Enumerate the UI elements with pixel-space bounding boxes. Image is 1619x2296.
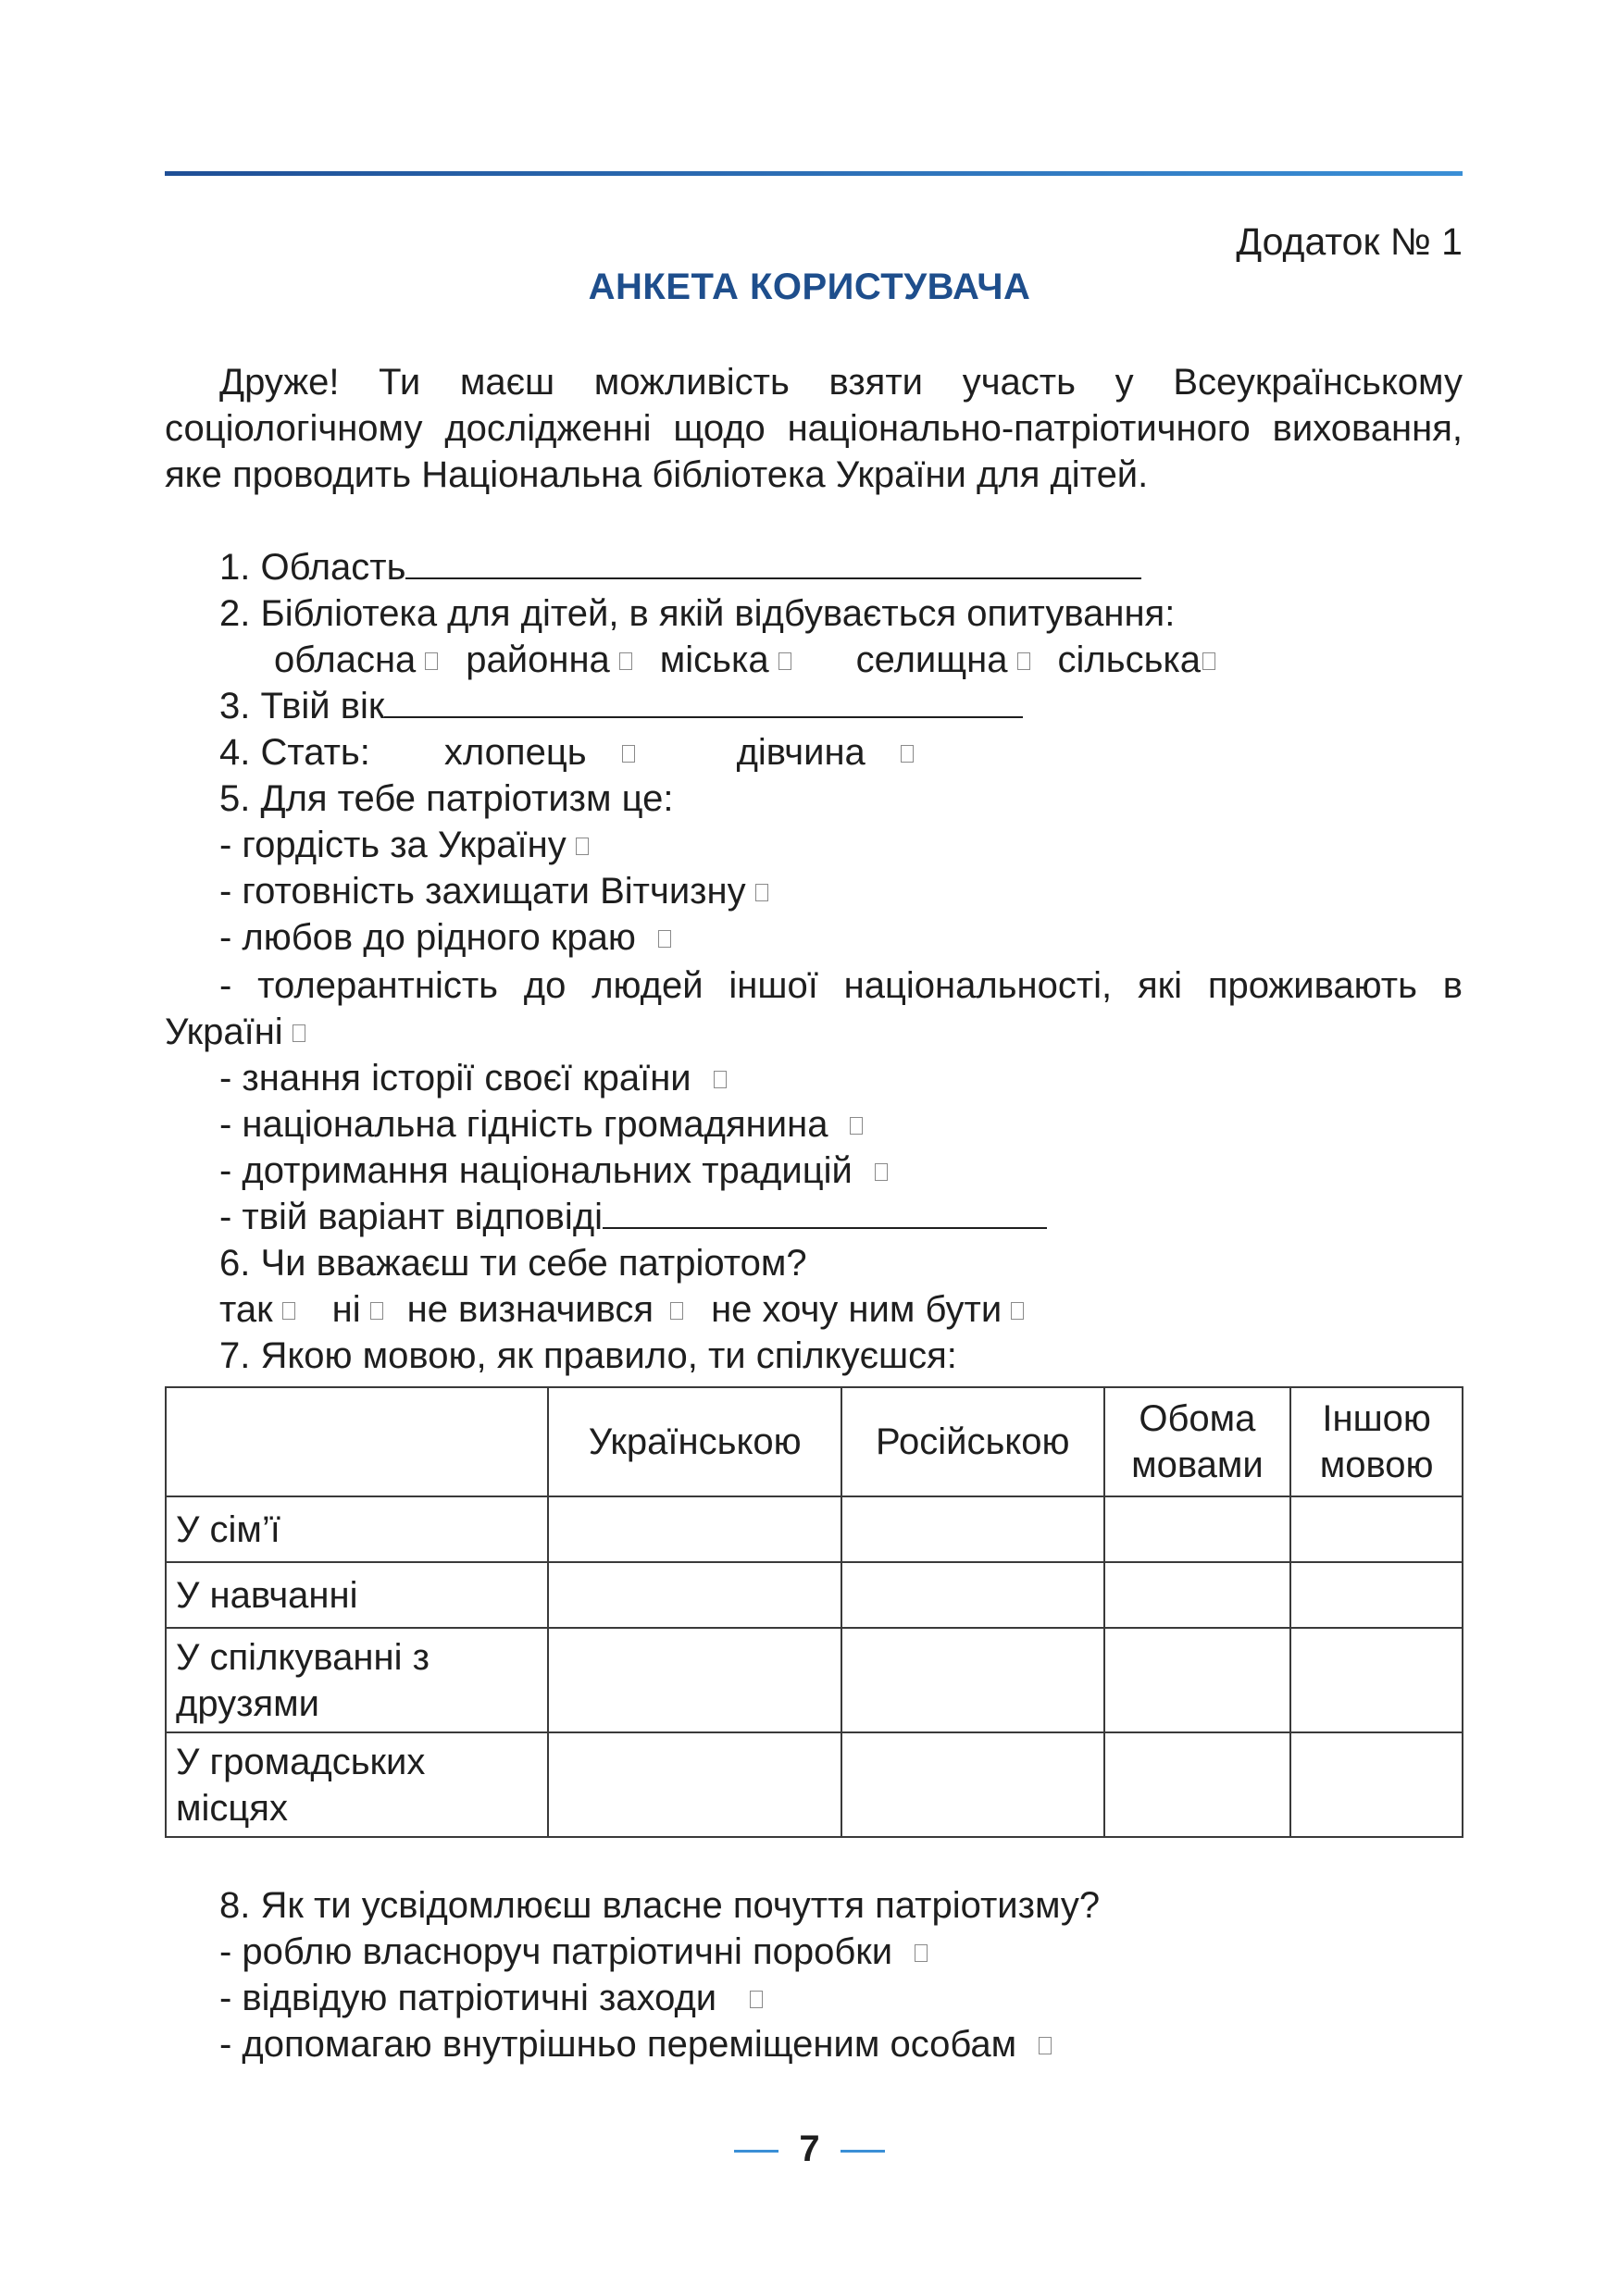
checkbox[interactable]	[293, 1024, 305, 1042]
row-header: У навчанні	[166, 1562, 548, 1628]
checkbox[interactable]	[875, 1163, 888, 1181]
own-answer-input[interactable]	[603, 1194, 1047, 1229]
page-number-dash	[734, 2150, 778, 2153]
option-selyshchna[interactable]: селищна	[856, 639, 1030, 680]
table-corner-cell	[166, 1387, 548, 1496]
q5-option[interactable]: - готовність захищати Вітчизну	[219, 868, 768, 914]
table-row	[166, 1562, 1463, 1628]
question-2-label: 2. Бібліотека для дітей, в якій відбувається опитування:	[219, 593, 1176, 634]
answer-cell[interactable]	[548, 1628, 841, 1732]
question-6-options	[219, 1286, 1024, 1333]
page-title: АНКЕТА КОРИСТУВАЧА	[588, 267, 1031, 307]
answer-cell[interactable]	[1104, 1628, 1291, 1732]
q8-option[interactable]: - роблю власноруч патріотичні поробки	[219, 1929, 928, 1975]
checkbox[interactable]	[658, 930, 671, 948]
region-input[interactable]	[405, 544, 1141, 579]
header-rule	[165, 171, 1463, 176]
question-6-label: 6. Чи вважаєш ти себе патріотом?	[219, 1243, 807, 1284]
question-7-label: 7. Якою мовою, як правило, ти спілкуєшся:	[219, 1335, 957, 1376]
checkbox[interactable]	[1017, 652, 1030, 670]
answer-cell[interactable]	[548, 1496, 841, 1562]
intro-paragraph: Друже! Ти маєш можливість взяти участь у Всеукраїнському соціологічному дослідженні щодо національно-патріотичного виховання, яке проводить Національна бібліотека України для дітей.	[165, 362, 1463, 495]
option-raionna[interactable]: районна	[466, 639, 632, 680]
row-header: У сім’ї	[166, 1496, 548, 1562]
page-number: 7	[799, 2128, 820, 2169]
checkbox[interactable]	[576, 838, 589, 855]
checkbox[interactable]	[901, 745, 914, 763]
table-row	[166, 1732, 1463, 1837]
option-boy[interactable]: хлопець	[444, 732, 635, 773]
answer-cell[interactable]	[1290, 1562, 1463, 1628]
column-header: Російською	[841, 1387, 1104, 1496]
q8-option[interactable]: - допомагаю внутрішньо переміщеним особам	[219, 2021, 1052, 2067]
question-5-label: 5. Для тебе патріотизм це:	[219, 778, 674, 819]
option-girl[interactable]: дівчина	[737, 732, 914, 773]
question-3-label: 3. Твій вік	[219, 686, 385, 726]
checkbox[interactable]	[370, 1302, 383, 1320]
appendix-label: Додаток № 1	[1236, 220, 1463, 263]
q8-option[interactable]: - відвідую патріотичні заходи	[219, 1975, 763, 2021]
checkbox[interactable]	[425, 652, 438, 670]
checkbox[interactable]	[1202, 652, 1215, 670]
checkbox[interactable]	[619, 652, 632, 670]
page-number-dash	[841, 2150, 885, 2153]
row-header: У спілкуванні з друзями	[166, 1628, 548, 1732]
question-8-label: 8. Як ти усвідомлюєш власне почуття патріотизму?	[219, 1885, 1101, 1926]
checkbox[interactable]	[750, 1991, 763, 2008]
answer-cell[interactable]	[841, 1496, 1104, 1562]
language-table	[165, 1386, 1463, 1838]
checkbox[interactable]	[850, 1117, 863, 1135]
checkbox[interactable]	[1011, 1302, 1024, 1320]
row-header: У громадських місцях	[166, 1732, 548, 1837]
q5-option[interactable]: - знання історії своєї країни	[219, 1055, 727, 1101]
answer-cell[interactable]	[1104, 1562, 1291, 1628]
column-header: Українською	[548, 1387, 841, 1496]
option-undecided[interactable]: не визначився	[407, 1289, 683, 1330]
age-input[interactable]	[384, 683, 1023, 718]
question-1-label: 1. Область	[219, 547, 406, 588]
checkbox[interactable]	[282, 1302, 295, 1320]
q5-option[interactable]: - національна гідність громадянина	[219, 1101, 863, 1148]
option-miska[interactable]: міська	[660, 639, 791, 680]
page-number-footer	[0, 2128, 1619, 2170]
q5-option-continuation[interactable]: Україні	[165, 1009, 305, 1055]
checkbox[interactable]	[915, 1944, 928, 1962]
answer-cell[interactable]	[841, 1628, 1104, 1732]
table-row	[166, 1496, 1463, 1562]
checkbox[interactable]	[622, 745, 635, 763]
checkbox[interactable]	[755, 884, 768, 901]
question-1	[219, 544, 1141, 590]
checkbox[interactable]	[670, 1302, 683, 1320]
checkbox[interactable]	[714, 1071, 727, 1088]
answer-cell[interactable]	[841, 1732, 1104, 1837]
table-header-row	[166, 1387, 1463, 1496]
checkbox[interactable]	[1039, 2037, 1052, 2054]
table-row	[166, 1628, 1463, 1732]
checkbox[interactable]	[778, 652, 791, 670]
q5-option-tolerance[interactable]: - толерантність до людей іншої національності, які проживають в	[219, 965, 1463, 1006]
q5-option-own-answer: - твій варіант відповіді	[219, 1194, 1047, 1240]
q5-option[interactable]: - любов до рідного краю	[219, 914, 671, 961]
answer-cell[interactable]	[1104, 1496, 1291, 1562]
q5-option[interactable]: - гордість за Україну	[219, 822, 589, 868]
answer-cell[interactable]	[841, 1562, 1104, 1628]
q5-option[interactable]: - дотримання національних традицій	[219, 1148, 888, 1194]
option-oblasna[interactable]: обласна	[274, 639, 438, 680]
question-4	[219, 729, 914, 776]
column-header: Іншою мовою	[1290, 1387, 1463, 1496]
answer-cell[interactable]	[1290, 1732, 1463, 1837]
question-4-label: 4. Стать:	[219, 732, 370, 773]
option-yes[interactable]: так	[219, 1289, 295, 1330]
answer-cell[interactable]	[548, 1562, 841, 1628]
option-dont-want[interactable]: не хочу ним бути	[711, 1289, 1024, 1330]
question-3	[219, 683, 1023, 729]
question-2-options	[274, 637, 1215, 683]
answer-cell[interactable]	[548, 1732, 841, 1837]
answer-cell[interactable]	[1290, 1496, 1463, 1562]
answer-cell[interactable]	[1290, 1628, 1463, 1732]
answer-cell[interactable]	[1104, 1732, 1291, 1837]
option-silska[interactable]: сільська	[1058, 639, 1216, 680]
option-no[interactable]: ні	[332, 1289, 383, 1330]
column-header: Обома мовами	[1104, 1387, 1291, 1496]
